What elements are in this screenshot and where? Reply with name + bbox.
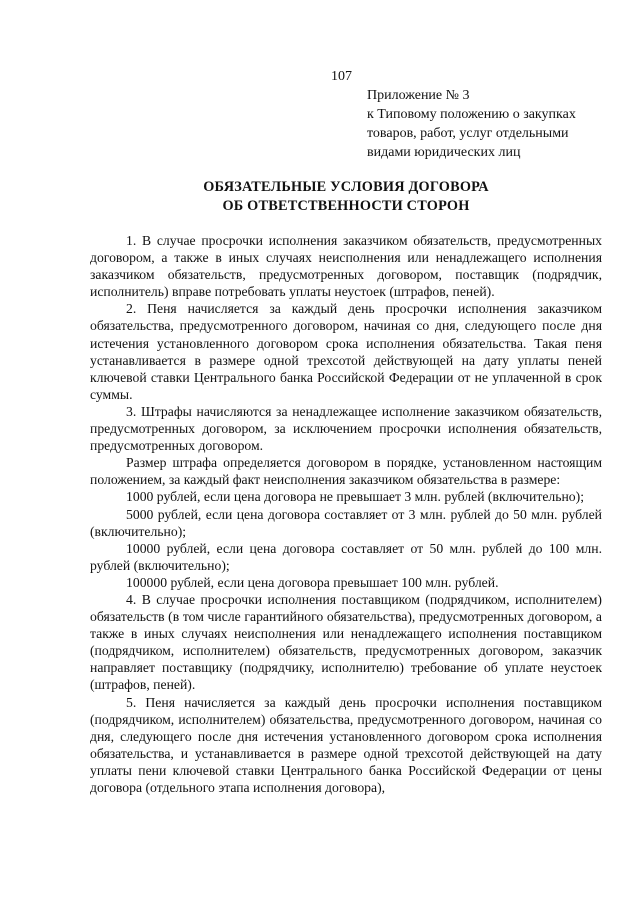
paragraph: 100000 рублей, если цена договора превышает 100 млн. рублей.	[126, 574, 499, 590]
paragraph: 3. Штрафы начисляются за ненадлежащее исполнение заказчиком обязательств, предусмотренных договором, за исключением просрочки исполнения обязательств, предусмотренных договором.	[90, 403, 602, 454]
appendix-line: видами юридических лиц	[367, 145, 521, 160]
paragraph: 5. Пеня начисляется за каждый день просрочки исполнения поставщиком (подрядчиком, исполнителем) обязательства, предусмотренного договором, начиная со дня, следующего после дня истечения установленного договором срока исполнения обязательства, и устанавливается в размере одной трехсотой действующей на дату уплаты пени ключевой ставки Центрального банка Российской Федерации от цены договора (отдельного этапа исполнения договора),	[90, 694, 602, 795]
paragraph: 5000 рублей, если цена договора составляет от 3 млн. рублей до 50 млн. рублей (включительно);	[90, 506, 602, 539]
title-line: ОБЯЗАТЕЛЬНЫЕ УСЛОВИЯ ДОГОВОРА	[203, 179, 489, 195]
paragraph: 10000 рублей, если цена договора составляет от 50 млн. рублей до 100 млн. рублей (включительно);	[90, 540, 602, 573]
paragraph: 4. В случае просрочки исполнения поставщиком (подрядчиком, исполнителем) обязательств (в том числе гарантийного обязательства), предусмотренных договором, а также в иных случаях неисполнения или ненадлежащего исполнения поставщиком (подрядчиком, исполнителем) обязательств, предусмотренных договором, заказчик направляет поставщику (подрядчику, исполнителю) требование об уплате неустоек (штрафов, пеней).	[90, 591, 602, 693]
document-body	[90, 232, 602, 796]
paragraph: Размер штрафа определяется договором в порядке, установленном настоящим положением, за каждый факт неисполнения заказчиком обязательства в размере:	[90, 455, 602, 488]
paragraph: 1. В случае просрочки исполнения заказчиком обязательств, предусмотренных договором, а также в иных случаях неисполнения или ненадлежащего исполнения заказчиком обязательств, предусмотренных договором, поставщик (подрядчик, исполнитель) вправе потребовать уплаты неустоек (штрафов, пеней).	[90, 233, 602, 300]
appendix-header	[367, 86, 617, 162]
title-line: ОБ ОТВЕТСТВЕННОСТИ СТОРОН	[222, 198, 470, 214]
appendix-line: товаров, работ, услуг отдельными	[367, 126, 569, 141]
appendix-line: Приложение № 3	[367, 88, 470, 103]
document-title	[90, 178, 602, 216]
paragraph: 2. Пеня начисляется за каждый день просрочки исполнения заказчиком обязательства, предусмотренного договором, начиная со дня, следующего после дня истечения установленного договором срока исполнения обязательства. Такая пеня устанавливается в размере одной трехсотой действующей на дату уплаты пеней ключевой ставки Центрального банка Российской Федерации от не уплаченной в срок суммы.	[90, 301, 602, 402]
page-number: 107	[331, 69, 352, 84]
paragraph: 1000 рублей, если цена договора не превышает 3 млн. рублей (включительно);	[126, 489, 585, 505]
appendix-line: к Типовому положению о закупках	[367, 107, 576, 122]
